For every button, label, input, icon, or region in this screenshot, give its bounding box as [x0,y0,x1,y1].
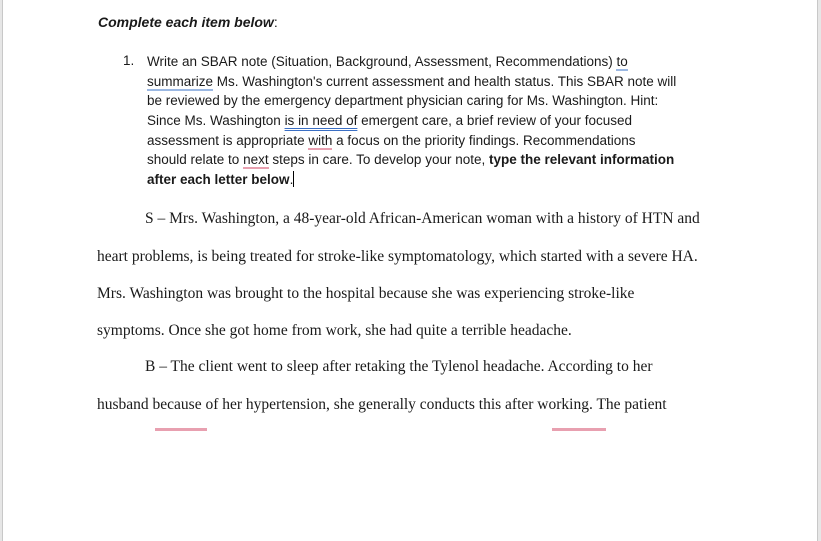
grammar-flag[interactable]: is in need of [284,113,358,129]
s-line-3: Mrs. Washington was brought to the hospital because she was experiencing stroke-like [97,285,635,302]
item-line-4 [147,111,737,131]
heading-colon: : [273,14,278,30]
item-line-1 [147,52,737,72]
list-number: 1. [123,53,135,68]
text-run: assessment is appropriate [147,132,309,148]
grammar-flag[interactable]: summarize [147,73,214,89]
spelling-squiggle [552,428,606,431]
text-run: Write an SBAR note (Situation, Background, Assessment, Recommendations) [147,54,617,69]
b-line-2: husband because of her hypertension, she generally conducts this after working. The patient [97,396,667,413]
b-line-1: B – The client went to sleep after retaking the Tylenol headache. According to her [145,358,653,375]
text-run: Since Ms. Washington [147,113,285,129]
bold-text: type the relevant information [488,152,675,168]
item-line-5 [147,131,737,151]
instructions-heading [98,14,278,30]
document-page[interactable] [2,0,818,541]
item-line-2 [147,72,737,92]
text-run: should relate to [147,152,244,168]
s-line-2: heart problems, is being treated for stroke-like symptomatology, which started with a severe HA. [97,248,698,265]
text-run: steps in care. To develop your note, [268,152,489,168]
text-cursor [293,171,294,187]
text-run: emergent care, a brief review of your focused [357,113,633,129]
item-line-3: be reviewed by the emergency department physician caring for Ms. Washington. Hint: [147,93,659,109]
text-run: Ms. Washington's current assessment and health status. This SBAR note will [213,73,677,89]
item-line-6 [147,150,737,170]
heading-text: Complete each item below [98,14,274,30]
item-line-7 [147,170,737,190]
s-line-1: S – Mrs. Washington, a 48-year-old African-American woman with a history of HTN and [145,210,700,227]
spelling-flag[interactable]: next [243,152,269,168]
s-line-4: symptoms. Once she got home from work, she had quite a terrible headache. [97,322,572,339]
text-run: a focus on the priority findings. Recommendations [332,132,636,148]
list-item-1[interactable] [147,52,737,190]
text-run: . [289,172,294,188]
spelling-flag[interactable]: with [308,132,333,148]
spelling-squiggle [155,428,207,431]
grammar-flag[interactable]: to [616,54,628,69]
bold-text: after each letter below [147,172,290,188]
